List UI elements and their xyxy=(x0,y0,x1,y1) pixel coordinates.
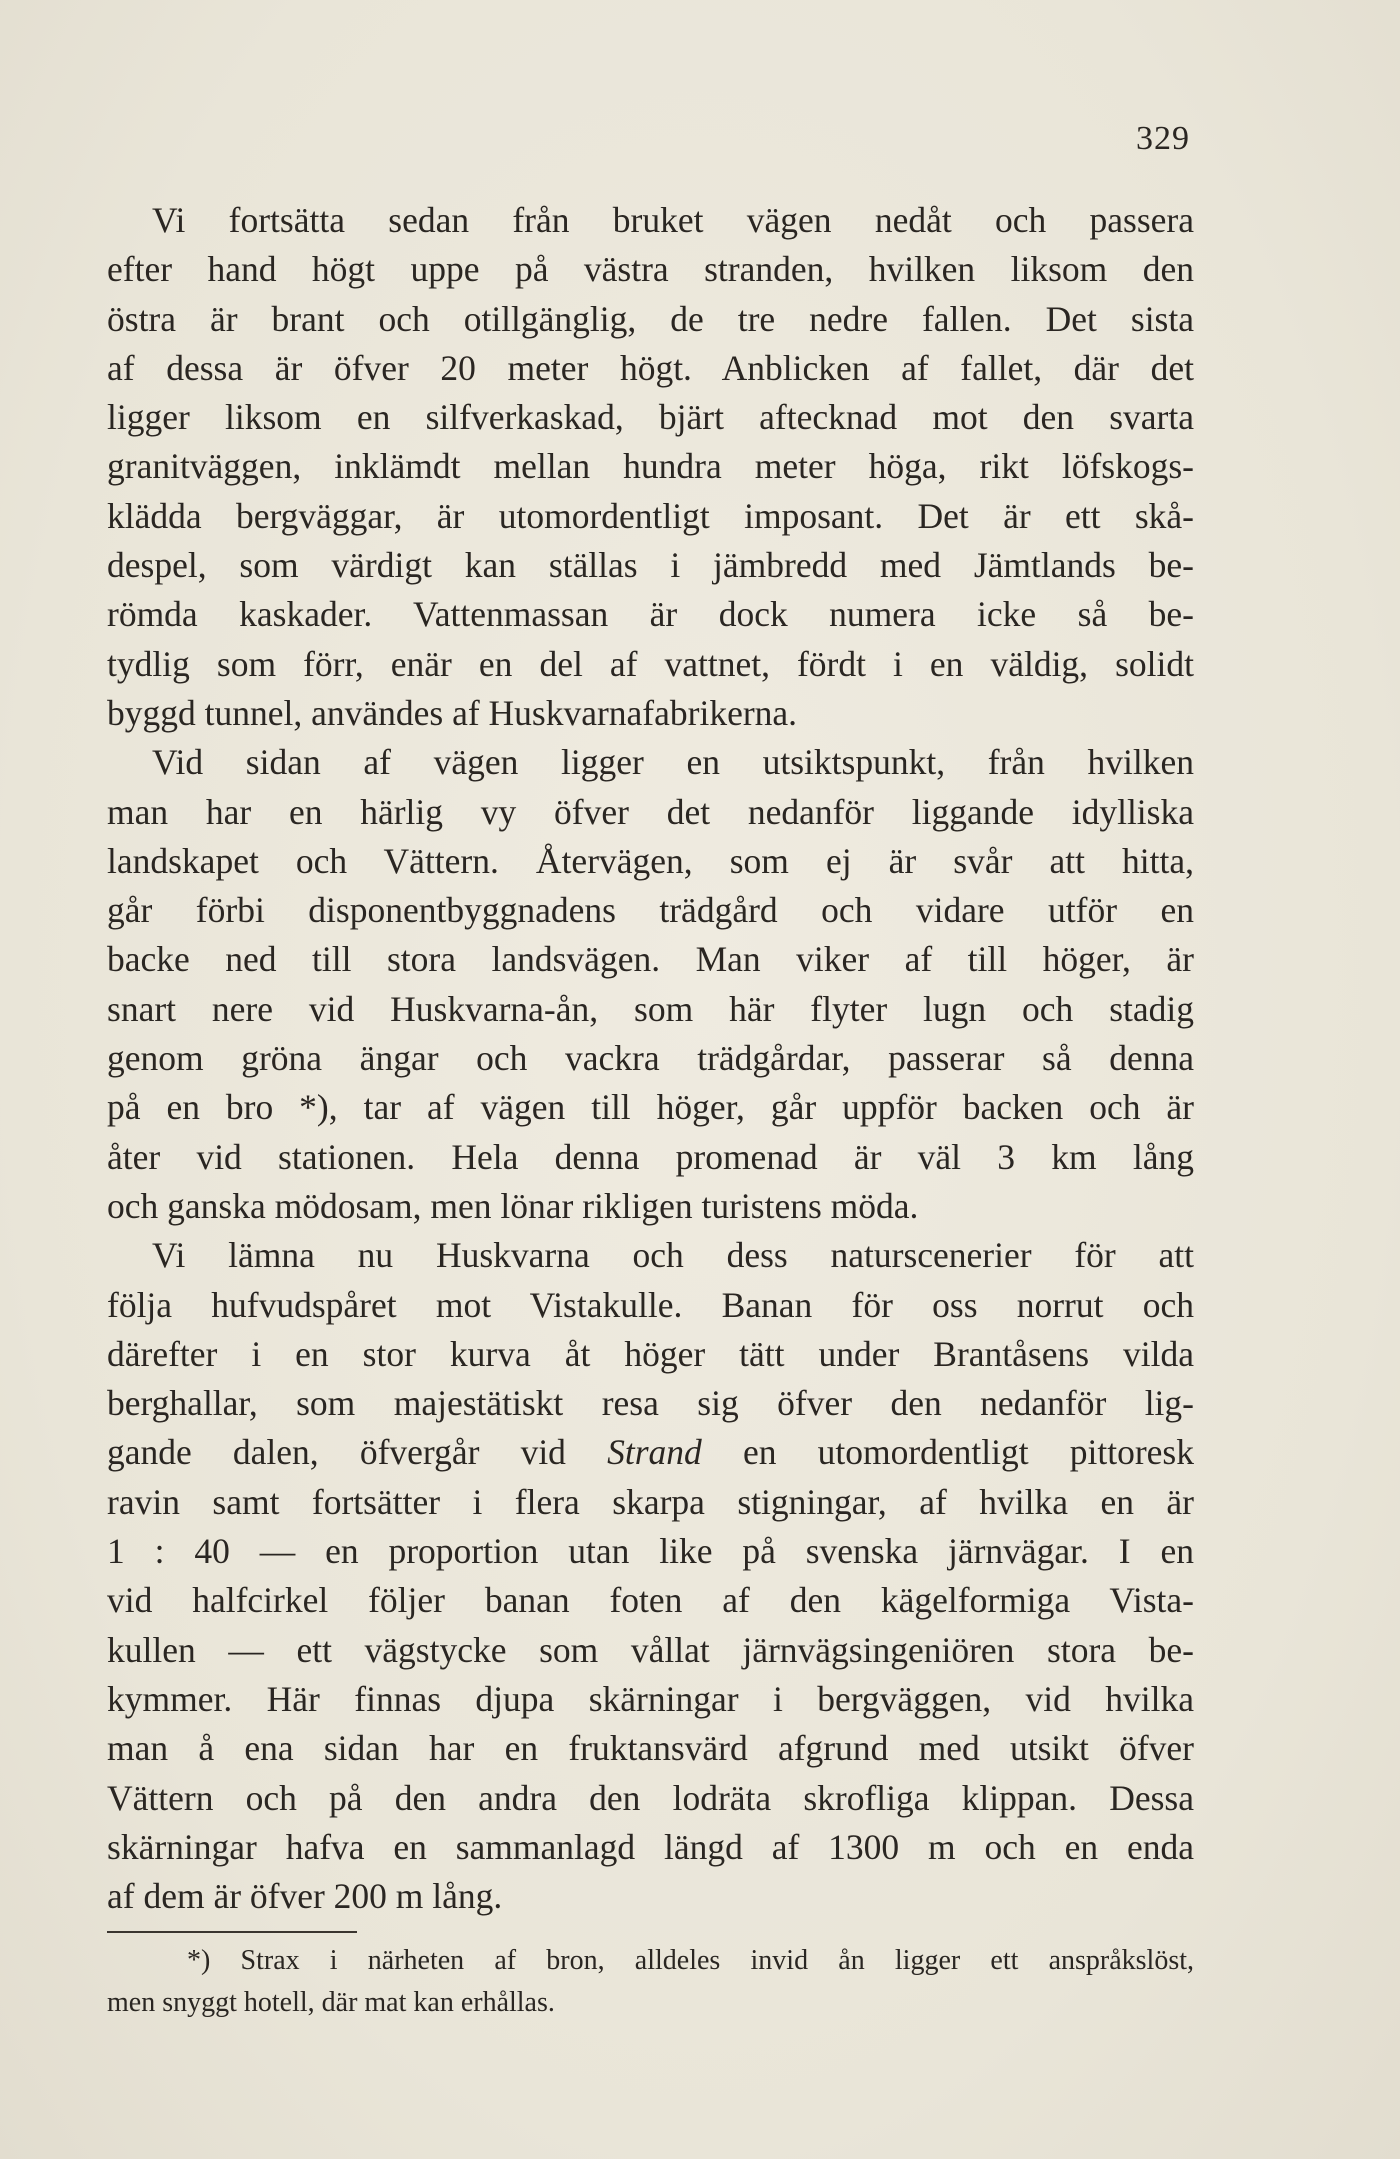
text-line: Vättern och på den andra den lodräta skrofliga klippan. Dessa xyxy=(107,1777,1194,1818)
text-segment: en utomordentligt pittoresk xyxy=(742,1432,1194,1473)
text-line: går förbi disponentbyggnadens trädgård och vidare utför en xyxy=(107,890,1194,931)
text-line: åter vid stationen. Hela denna promenad är väl 3 km lång xyxy=(107,1136,1194,1177)
text-line: byggd tunnel, användes af Huskvarnafabrikerna. xyxy=(107,692,798,733)
text-line: på en bro *), tar af vägen till höger, går uppför backen och är xyxy=(107,1087,1194,1128)
text-line: Vid sidan af vägen ligger en utsiktspunkt, från hvilken xyxy=(152,742,1194,783)
text-line: granitväggen, inklämdt mellan hundra meter höga, rikt löfskogs- xyxy=(107,446,1194,487)
text-segment: gande dalen, öfvergår vid xyxy=(107,1432,566,1473)
text-line: man å ena sidan har en fruktansvärd afgrund med utsikt öfver xyxy=(107,1728,1194,1769)
footnotes xyxy=(107,1940,1194,2024)
footnote-line: *) Strax i närheten af bron, alldeles invid ån ligger ett anspråkslöst, xyxy=(187,1945,1194,1976)
page-number: 329 xyxy=(1136,120,1190,157)
text-line: kullen — ett vägstycke som vållat järnvägsingeniören stora be- xyxy=(107,1629,1194,1670)
text-line: efter hand högt uppe på västra stranden, hvilken liksom den xyxy=(107,249,1194,290)
text-line: kymmer. Här finnas djupa skärningar i bergväggen, vid hvilka xyxy=(107,1678,1194,1719)
text-line: vid halfcirkel följer banan foten af den kägelformiga Vista- xyxy=(107,1580,1194,1621)
footnote-divider xyxy=(107,1931,357,1933)
text-line: därefter i en stor kurva åt höger tätt under Brantåsens vilda xyxy=(107,1333,1194,1374)
footnote-line: men snyggt hotell, där mat kan erhållas. xyxy=(107,1987,555,2018)
text-line: man har en härlig vy öfver det nedanför liggande idylliska xyxy=(107,791,1194,832)
text-line: af dessa är öfver 20 meter högt. Anblicken af fallet, där det xyxy=(107,347,1194,388)
text-line: skärningar hafva en sammanlagd längd af 1300 m och en enda xyxy=(107,1826,1194,1867)
text-line: römda kaskader. Vattenmassan är dock numera icke så be- xyxy=(107,594,1194,635)
text-line: klädda bergväggar, är utomordentligt imposant. Det är ett skå- xyxy=(107,495,1194,536)
text-line: Vi lämna nu Huskvarna och dess naturscenerier för att xyxy=(152,1235,1194,1276)
text-line: tydlig som förr, enär en del af vattnet, fördt i en väldig, solidt xyxy=(107,643,1194,684)
text-line: följa hufvudspåret mot Vistakulle. Banan för oss norrut och xyxy=(107,1284,1194,1325)
text-line: östra är brant och otillgänglig, de tre nedre fallen. Det sista xyxy=(107,298,1194,339)
text-line: 1 : 40 — en proportion utan like på svenska järnvägar. I en xyxy=(107,1531,1194,1572)
body-text xyxy=(107,196,1194,1921)
text-line: berghallar, som majestätiskt resa sig öfver den nedanför lig- xyxy=(107,1383,1194,1424)
text-line: landskapet och Vättern. Återvägen, som ej är svår att hitta, xyxy=(107,840,1194,881)
text-line: genom gröna ängar och vackra trädgårdar, passerar så denna xyxy=(107,1038,1194,1079)
text-line: och ganska mödosam, men lönar rikligen turistens möda. xyxy=(107,1185,919,1226)
text-line: snart nere vid Huskvarna-ån, som här flyter lugn och stadig xyxy=(107,988,1194,1029)
text-line: ligger liksom en silfverkaskad, bjärt aftecknad mot den svarta xyxy=(107,397,1194,438)
text-line: despel, som värdigt kan ställas i jämbredd med Jämtlands be- xyxy=(107,545,1194,586)
text-line: ravin samt fortsätter i flera skarpa stigningar, af hvilka en är xyxy=(107,1481,1194,1522)
text-line: af dem är öfver 200 m lång. xyxy=(107,1876,503,1917)
text-line-with-italic xyxy=(107,1428,1194,1477)
text-line: Vi fortsätta sedan från bruket vägen nedåt och passera xyxy=(152,200,1194,240)
text-line: backe ned till stora landsvägen. Man viker af till höger, är xyxy=(107,939,1194,980)
italic-place-name: Strand xyxy=(607,1432,702,1473)
